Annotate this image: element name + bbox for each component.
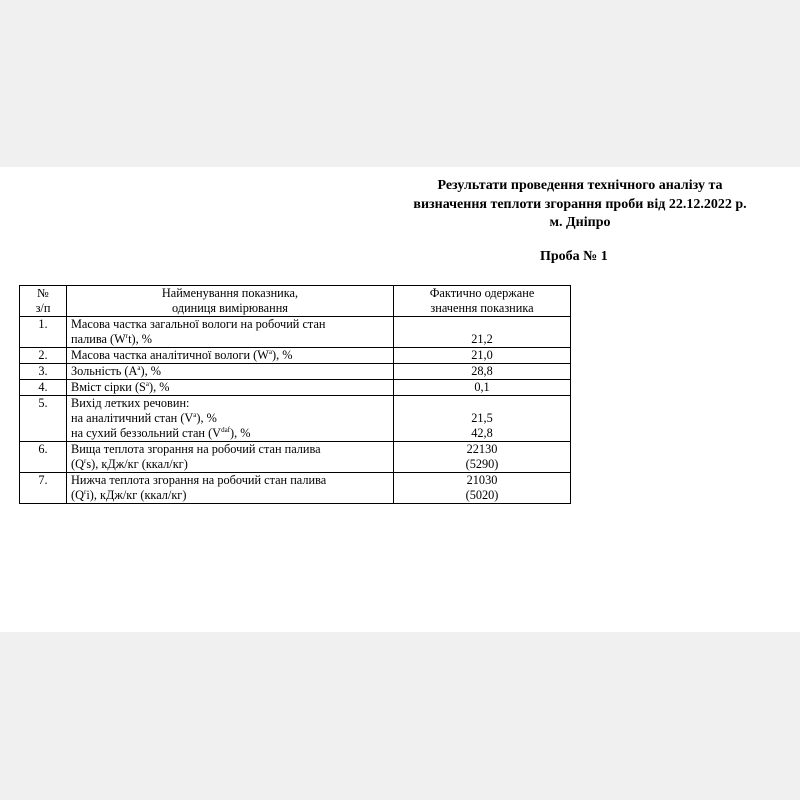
- row-number: 4.: [20, 380, 67, 396]
- title-line-2: визначення теплоти згорання проби від 22.12.2022 р.: [413, 196, 747, 212]
- header-name-line: одиниця вимірювання: [172, 301, 288, 315]
- table-body: [20, 317, 571, 504]
- row-indicator-name: [67, 396, 394, 442]
- indicator-text: ), %: [230, 426, 251, 440]
- value-line: 42,8: [471, 426, 493, 440]
- row-number: 3.: [20, 364, 67, 380]
- value-line: 21,2: [471, 332, 493, 346]
- header-num: [20, 286, 67, 317]
- indicator-text: ), %: [196, 411, 217, 425]
- table-row: [20, 348, 571, 364]
- indicator-text: s), кДж/кг (ккал/кг): [86, 457, 188, 471]
- table-row: [20, 396, 571, 442]
- value-line: 21,0: [471, 348, 493, 362]
- header-value-line: Фактично одержане: [429, 286, 535, 300]
- value-line: 21030: [466, 473, 498, 487]
- indicator-superscript: a: [268, 347, 272, 356]
- indicator-text: ), %: [272, 348, 293, 362]
- header-name-line: Найменування показника,: [161, 286, 299, 300]
- indicator-line: [71, 396, 389, 411]
- indicator-line: [71, 442, 389, 457]
- indicator-line: [71, 488, 389, 503]
- indicator-superscript: r: [83, 456, 87, 465]
- row-indicator-name: [67, 473, 394, 504]
- table-row: [20, 442, 571, 473]
- indicator-superscript: a: [145, 379, 150, 388]
- indicator-text: ), %: [140, 364, 161, 378]
- row-number: 5.: [20, 396, 67, 442]
- indicator-text: на аналітичний стан (V: [71, 411, 194, 425]
- indicator-text: ), %: [149, 380, 170, 394]
- indicator-text: i), кДж/кг (ккал/кг): [86, 488, 187, 502]
- indicator-text: Нижча теплота згорання на робочий стан палива: [71, 473, 327, 487]
- indicator-text: Масова частка аналітичної вологи (W: [71, 348, 269, 362]
- indicator-text: (Q: [71, 488, 84, 502]
- value-line: 0,1: [474, 380, 490, 394]
- value-line: 21,5: [471, 411, 493, 425]
- header-value: [394, 286, 571, 317]
- row-value: [394, 348, 571, 364]
- header-name: [67, 286, 394, 317]
- table-header-row: [20, 286, 571, 317]
- row-value: [394, 396, 571, 442]
- indicator-text: (Q: [71, 457, 84, 471]
- indicator-line: [71, 380, 389, 395]
- indicator-text: t), %: [128, 332, 152, 346]
- title-line-1: Результати проведення технічного аналізу та: [437, 178, 723, 193]
- table-row: [20, 473, 571, 504]
- sample-subtitle: Проба № 1: [540, 249, 608, 264]
- value-line: (5290): [465, 457, 499, 471]
- value-line: 22130: [466, 442, 498, 456]
- table-row: [20, 380, 571, 396]
- header-num-line: №: [37, 286, 49, 300]
- indicator-line: [71, 426, 389, 441]
- row-value: [394, 473, 571, 504]
- table-row: [20, 364, 571, 380]
- indicator-text: Масова частка загальної вологи на робочий стан: [71, 317, 326, 331]
- row-indicator-name: [67, 364, 394, 380]
- row-number: 6.: [20, 442, 67, 473]
- header-value-line: значення показника: [430, 301, 534, 315]
- document-title: [320, 177, 800, 233]
- row-value: [394, 442, 571, 473]
- indicator-line: [71, 364, 389, 379]
- row-number: 1.: [20, 317, 67, 348]
- indicator-superscript: a: [193, 410, 197, 419]
- table-row: [20, 317, 571, 348]
- document-sheet: [0, 167, 800, 632]
- value-line: [398, 396, 566, 411]
- indicator-line: [71, 411, 389, 426]
- row-indicator-name: [67, 442, 394, 473]
- indicator-line: [71, 457, 389, 472]
- row-value: [394, 380, 571, 396]
- row-number: 2.: [20, 348, 67, 364]
- indicator-text: Зольність (A: [71, 364, 138, 378]
- value-line: [398, 317, 566, 332]
- indicator-text: Вихід летких речовин:: [71, 396, 190, 410]
- indicator-superscript: a: [137, 363, 141, 372]
- indicator-text: палива (W: [71, 332, 126, 346]
- value-line: (5020): [465, 488, 499, 502]
- indicator-superscript: r: [83, 487, 87, 496]
- indicator-line: [71, 317, 389, 332]
- row-value: [394, 317, 571, 348]
- indicator-line: [71, 473, 389, 488]
- row-number: 7.: [20, 473, 67, 504]
- header-num-line: з/п: [35, 301, 51, 315]
- row-value: [394, 364, 571, 380]
- indicator-superscript: daf: [221, 425, 231, 434]
- indicator-text: Вміст сірки (S: [71, 380, 146, 394]
- title-line-3: м. Дніпро: [549, 215, 611, 230]
- indicator-text: Вища теплота згорання на робочий стан палива: [71, 442, 321, 456]
- row-indicator-name: [67, 348, 394, 364]
- indicator-text: на сухий беззольний стан (V: [71, 426, 222, 440]
- indicator-superscript: r: [125, 331, 129, 340]
- indicator-line: [71, 332, 389, 347]
- row-indicator-name: [67, 380, 394, 396]
- indicator-line: [71, 348, 389, 363]
- row-indicator-name: [67, 317, 394, 348]
- results-table: [19, 285, 571, 504]
- value-line: 28,8: [471, 364, 493, 378]
